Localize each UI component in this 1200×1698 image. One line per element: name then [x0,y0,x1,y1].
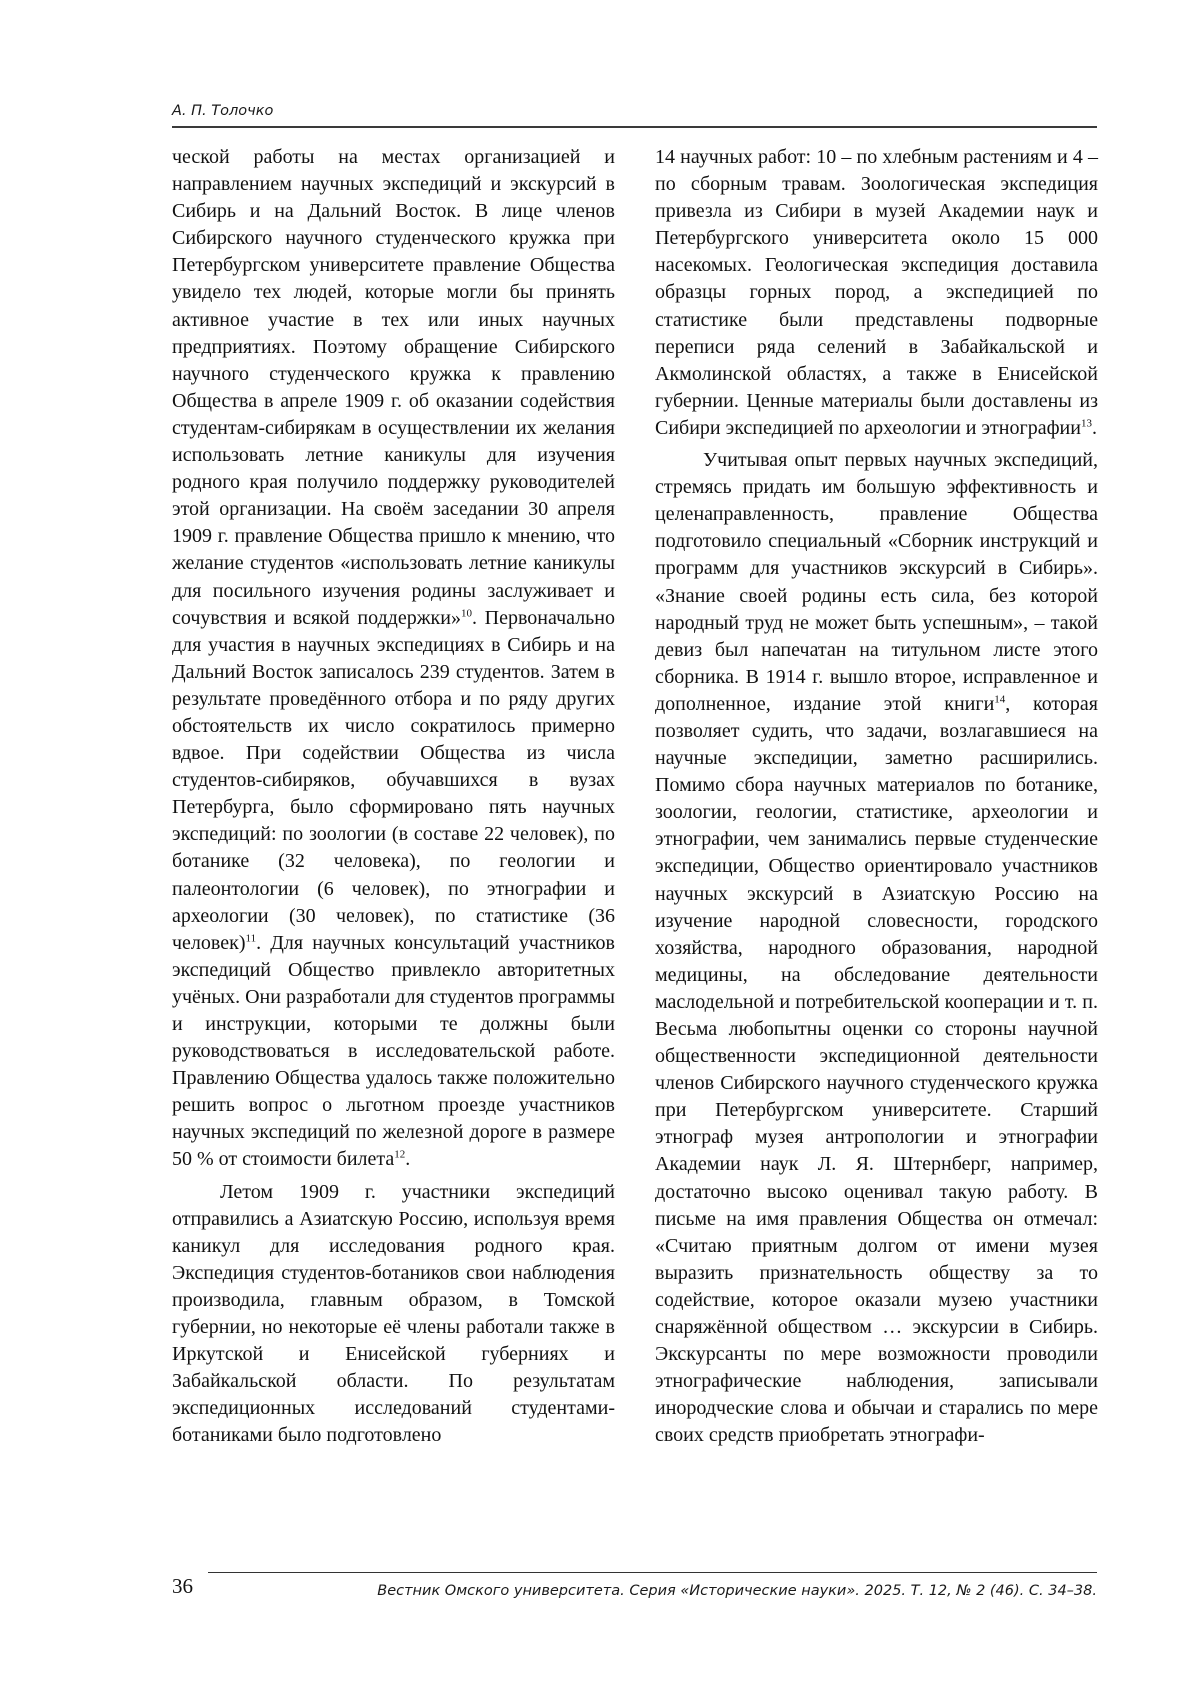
right-paragraph-1 [655,144,1098,442]
right-p1-end: . [1091,416,1097,439]
page-number: 36 [172,1574,193,1598]
right-p2-text-b: , которая позволяет судить, что задачи, возлагавшиеся на научные экспедиции, заметно расширились. Помимо сбора научных материалов по ботанике, зоологии, геологии, статистике, археологии и этнографии, чем занимались первые студенческие экспедиции, Общество ориентировало участников научных экскурсий в Азиатскую Россию на изучение народной словесности, городского хозяйства, народного образования, народной медицины, на обследование деятельности маслодельной и потребительской кооперации и т. п. Весьма любопытны оценки со стороны научной общественности экспедиционной деятельности членов Сибирского научного студенческого кружка при Петербургском университете. Старший этнограф музея антропологии и этнографии Академии наук Л. Я. Штернберг, например, достаточно высоко оценивал такую работу. В письме на имя правления Общества он отмечал: «Считаю приятным долгом от имени музея выразить признательность обществу за то содействие, которое оказали музею участники снаряжённой обществом … экскурсии в Сибирь. Экскурсанты по мере возможности проводили этнографические наблюдения, записывали инородческие слова и обычаи и старались по мере своих средств приобретать этнографи- [655,692,1098,1447]
header-rule [172,126,1097,128]
left-p1-end: . [405,1148,411,1171]
footnote-ref-13: 13 [1080,417,1092,430]
footnote-ref-11: 11 [245,932,257,945]
footer-rule [208,1572,1097,1573]
left-p1-text-c: . Для научных консультаций участников экспедиций Общество привлекло авторитетных учёных. Они разработали для студентов программы и инструкции, которыми те должны были руководствоваться в исследовательской работе. Правлению Общества удалось также положительно решить вопрос о льготном проезде участников научных экспедиций по железной дороге в размере 50 % от стоимости билета [172,931,615,1171]
left-column [172,144,615,1450]
right-column [655,144,1098,1450]
left-paragraph-2: Летом 1909 г. участники экспедиций отправились а Азиатскую Россию, используя время каникул для исследования родного края. Экспедиция студентов-ботаников свои наблюдения производила, главным образом, в Томской губернии, но некоторые её члены работали также в Иркутской и Енисейской губерниях и Забайкальской области. По результатам экспедиционных исследований студентами-ботаниками было подготовлено [172,1180,615,1447]
journal-citation: Вестник Омского университета. Серия «Исторические науки». 2025. Т. 12, № 2 (46). С. 34–38. [377,1583,1097,1599]
right-paragraph-2 [655,447,1098,1449]
left-paragraph-1 [172,144,615,1174]
right-p1-text: 14 научных работ: 10 – по хлебным растениям и 4 – по сборным травам. Зоологическая экспедиция привезла из Сибири в музей Академии наук и Петербургского университета около 15 000 насекомых. Геологическая экспедиция доставила образцы горных пород, а экспедицией по статистике были представлены подворные переписи ряда селений в Забайкальской и Акмолинской областях, а также в Енисейской губернии. Ценные материалы были доставлены из Сибири экспедицией по археологии и этнографии [655,146,1098,439]
footnote-ref-14: 14 [994,693,1006,706]
right-p2-text-a: Учитывая опыт первых научных экспедиций, стремясь придать им большую эффективность и целенаправленность, правление Общества подготовило специальный «Сборник инструкций и программ для участников экскурсий в Сибирь». «Знание своей родины есть сила, без которой народный труд не может быть успешным», – такой девиз был напечатан на титульном листе этого сборника. В 1914 г. вышло второе, исправленное и дополненное, издание этой книги [655,449,1098,715]
left-p1-text-a: ческой работы на местах организацией и направлением научных экспедиций и экскурсий в Сибирь и на Дальний Восток. В лице членов Сибирского научного студенческого кружка при Петербургском университете правление Общества увидело тех людей, которые могли бы принять активное участие в тех или иных научных предприятиях. Поэтому обращение Сибирского научного студенческого кружка к правлению Общества в апреле 1909 г. об оказании содействия студентам-сибирякам в осуществлении их желания использовать летние каникулы для изучения родного края получило поддержку руководителей этой организации. На своём заседании 30 апреля 1909 г. правление Общества пришло к мнению, что желание студентов «использовать летние каникулы для посильного изучения родины заслуживает и сочувствия и всякой поддержки» [172,146,615,629]
left-p1-text-b: . Первоначально для участия в научных экспедициях в Сибирь и на Дальний Восток записалось 239 студентов. Затем в результате проведённого отбора и по ряду других обстоятельств их число сократилось примерно вдвое. При содействии Общества из числа студентов-сибиряков, обучавшихся в вузах Петербурга, было сформировано пять научных экспедиций: по зоологии (в составе 22 человек), по ботанике (32 человека), по геологии и палеонтологии (6 человек), по этнографии и археологии (30 человек), по статистике (36 человек) [172,606,616,954]
running-head-author: А. П. Толочко [172,103,274,119]
footnote-ref-10: 10 [460,606,472,619]
footnote-ref-12: 12 [394,1148,406,1161]
